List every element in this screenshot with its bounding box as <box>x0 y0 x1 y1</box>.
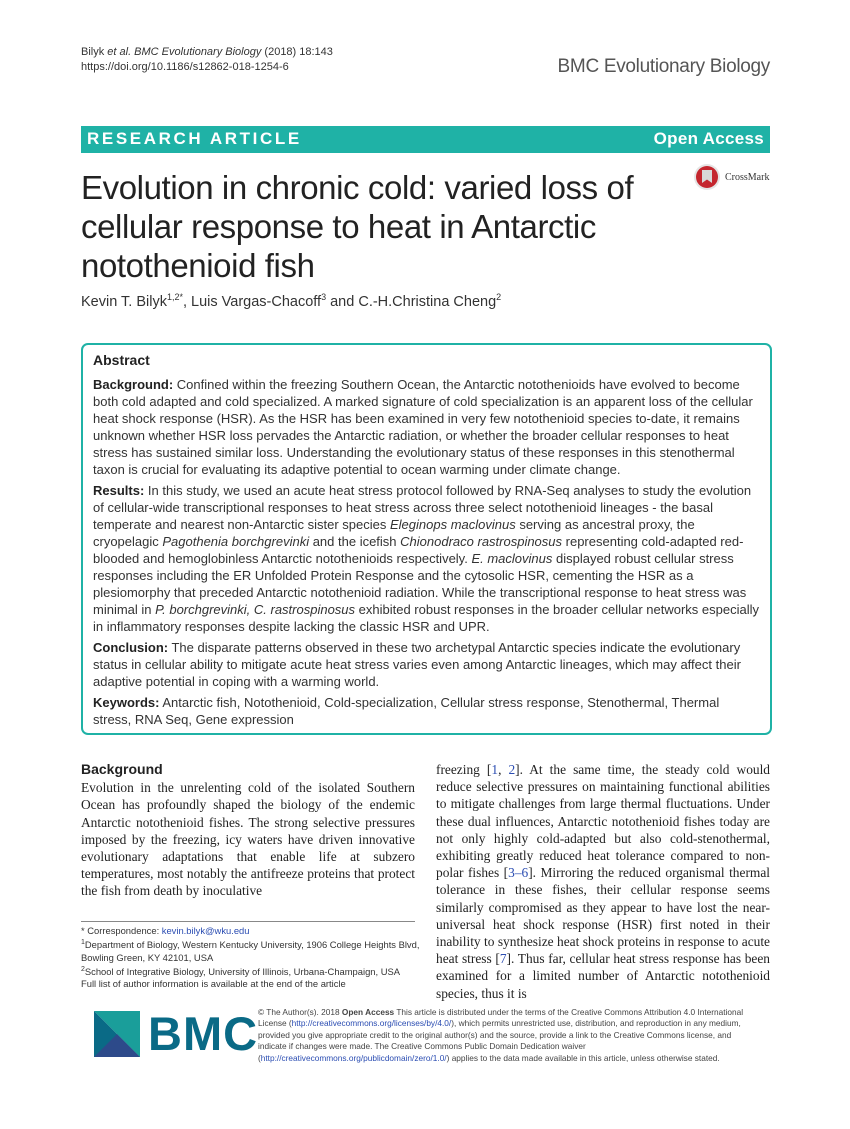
article-type-banner <box>81 126 770 153</box>
affiliation-text: Department of Biology, Western Kentucky University, 1906 College Heights Blvd, Bowling Green, KY 42101, USA <box>81 939 420 963</box>
section-text: Antarctic fish, Notothenioid, Cold-specialization, Cellular stress response, Stenothermal, Thermal stress, RNA Seq, Gene expression <box>93 695 720 727</box>
doi-link[interactable]: https://doi.org/10.1186/s12862-018-1254-6 <box>81 61 289 73</box>
section-text: In this study, we used an acute heat stress protocol followed by RNA-Seq analyses to study the evolution of cellular-wide transcriptional responses to heat stress across three select notothenioid lineages - the basal temperate and nearest non-Antarctic sister species <box>93 483 752 532</box>
footnote-divider <box>81 921 415 922</box>
species-name: Chionodraco rastrospinosus <box>400 534 563 549</box>
author-name[interactable]: Kevin T. Bilyk <box>81 293 167 310</box>
section-text: The disparate patterns observed in these two archetypal Antarctic species indicate the evolutionary status in cellular ability to mitigate acute heat stress varies even among Antarctic lineages, which may affect their adaptive potential in coping with a warming world. <box>93 640 741 689</box>
citation-link[interactable]: 2 <box>508 762 516 777</box>
citation-journal: et al. BMC Evolutionary Biology <box>107 46 262 58</box>
bmc-logo <box>92 1006 258 1061</box>
citation-header <box>81 45 333 75</box>
citation-authors: Bilyk <box>81 46 108 58</box>
citation-link[interactable]: 1 <box>491 762 499 777</box>
species-name: Pagothenia borchgrevinki <box>162 534 310 549</box>
citation-link[interactable]: 7 <box>499 951 507 967</box>
body-text: , <box>498 762 509 777</box>
section-label: Conclusion: <box>93 640 169 655</box>
license-part: ) applies to the data made available in this article, unless otherwise stated. <box>446 1052 720 1063</box>
license-link[interactable]: http://creativecommons.org/publicdomain/zero/1.0/ <box>260 1052 447 1063</box>
license-oa: Open Access <box>341 1007 395 1017</box>
crossmark-icon <box>693 163 721 191</box>
affiliation-mark: 1 <box>81 939 85 947</box>
section-label: Results: <box>93 483 145 498</box>
body-text: ]. Thus far, cellular heat stress response has been examined for a limited number of Antarctic notothenioid species, thus it is <box>436 951 770 1001</box>
author-affiliation-mark: 1,2* <box>166 292 183 302</box>
bmc-logo-icon <box>92 1009 142 1059</box>
abstract-background <box>93 376 760 478</box>
author-name[interactable]: and C.-H.Christina Cheng <box>326 293 497 310</box>
section-text: exhibited robust responses in the broader cellular networks especially in inflammatory responses despite lacking the classic HSR and UPR. <box>93 602 759 634</box>
abstract-conclusion <box>93 639 760 690</box>
abstract-box <box>81 343 772 735</box>
author-list <box>81 292 501 310</box>
affiliation <box>81 937 421 964</box>
license-part: ), which permits unrestricted use, distribution, and reproduction in any medium, provided you give appropriate credit to the original author(s) and the source, provide a link to the Creative Commons license, and indicate if changes were made. The Creative Commons Public Domain Dedication waiver ( <box>258 1018 741 1063</box>
journal-name: BMC Evolutionary Biology <box>557 56 770 77</box>
correspondence <box>81 925 421 937</box>
affiliation <box>81 964 421 978</box>
crossmark-label: CrossMark <box>725 171 770 183</box>
article-title: Evolution in chronic cold: varied loss of cellular response to heat in Antarctic notothenioid fish <box>81 169 634 284</box>
species-name: Eleginops maclovinus <box>389 517 516 532</box>
open-access-label: Open Access <box>653 129 764 148</box>
footnotes <box>81 925 421 990</box>
affiliation-mark: 2 <box>81 965 85 973</box>
section-label: Background: <box>93 377 174 392</box>
section-text: representing cold-adapted red-blooded and hemoglobinless Antarctic notothenioids respectively. <box>93 534 744 566</box>
section-text: and the icefish <box>309 534 401 549</box>
affiliation-text: School of Integrative Biology, University of Illinois, Urbana-Champaign, USA <box>84 965 400 977</box>
body-column-left <box>81 761 415 900</box>
body-text: ]. At the same time, the steady cold would reduce selective pressures on maintaining functional abilities to mitigate challenges from large thermal fluctuations. Under these dual influences, Antarctic notothenioid fishes today are not only highly cold-adapted but also cold-stenothermal, exhibiting greatly reduced heat tolerance compared to non-polar fishes [ <box>436 762 771 881</box>
bmc-logo-text: BMC <box>148 1007 259 1060</box>
body-text: ]. Mirroring the reduced organismal thermal tolerance in these fishes, their cellular response seems similarly compromised as they appear to have lost the near-universal heat shock response (HSR) first noted in their inability to synthesize heat shock proteins in response to acute heat stress [ <box>436 865 770 967</box>
abstract-heading: Abstract <box>93 352 150 368</box>
license-part: © The Author(s). 2018 <box>258 1007 342 1017</box>
crossmark-badge[interactable] <box>693 163 769 191</box>
author-info-note: Full list of author information is available at the end of the article <box>81 978 346 990</box>
license-link[interactable]: http://creativecommons.org/licenses/by/4.0/ <box>291 1018 452 1029</box>
body-paragraph <box>436 761 770 1002</box>
species-name: E. maclovinus <box>471 551 553 566</box>
correspondence-label: * Correspondence: <box>81 925 162 936</box>
abstract-keywords <box>93 694 760 728</box>
author-affiliation-mark: 3 <box>321 292 327 302</box>
author-name[interactable]: , Luis Vargas-Chacoff <box>182 293 322 310</box>
section-text: serving as ancestral proxy, the cryopelagic <box>93 517 695 549</box>
license-part: This article is distributed under the terms of the Creative Commons Attribution 4.0 International License ( <box>258 1007 744 1029</box>
citation-link[interactable]: 3–6 <box>508 865 529 881</box>
section-text: Confined within the freezing Southern Ocean, the Antarctic notothenioids have evolved to become both cold adapted and cold specialized. A marked signature of cold specialization is an apparent loss of the cellular heat shock response (HSR). As the HSR has been examined in very few notothenioid species to-date, it remains unknown whether HSR loss pervades the Antarctic radiation, or whether the broader cellular responses to heat stress has sustained similar loss. Understanding the evolutionary status of these responses in this stenothermal taxon is crucial for evaluating its adaptive potential to ocean warming under climate change. <box>93 377 753 477</box>
section-text: displayed robust cellular stress responses including the ER Unfolded Protein Response and the cytosolic HSR, cementing the HSR as a plesiomorphy that preceded Antarctic notothenioid radiation. While the transcriptional response to heat stress was minimal in <box>93 551 747 617</box>
body-text: freezing [ <box>436 762 492 777</box>
species-name: P. borchgrevinki, C. rastrospinosus <box>155 602 356 617</box>
abstract-results <box>93 482 760 635</box>
citation-volume: (2018) 18:143 <box>261 46 333 58</box>
article-type: RESEARCH ARTICLE <box>87 129 302 148</box>
section-label: Keywords: <box>93 695 160 710</box>
body-paragraph: Evolution in the unrelenting cold of the isolated Southern Ocean has profoundly shaped the biology of the endemic Antarctic notothenioid fishes. The strong selective pressures imposed by the freezing, icy waters have driven innovative evolutionary adaptations that enable life at subzero temperatures, most notably the antifreeze proteins that protect the fish from death by inoculative <box>81 780 415 899</box>
license-text <box>258 1007 758 1064</box>
section-heading: Background <box>81 761 163 777</box>
author-affiliation-mark: 2 <box>496 292 502 302</box>
body-column-right <box>436 761 770 1002</box>
email-link[interactable]: kevin.bilyk@wku.edu <box>161 925 250 936</box>
